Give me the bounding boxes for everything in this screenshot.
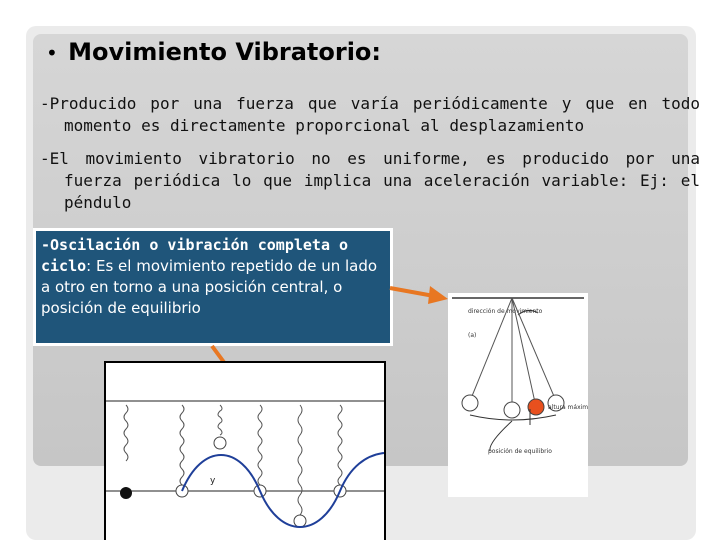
- pendulum-height-label: altura máxima: [548, 404, 588, 411]
- spring-figure: [104, 361, 386, 540]
- pendulum-direction-sub: (a): [468, 332, 477, 339]
- pendulum-direction-label: dirección de movimiento: [468, 308, 543, 315]
- slide-title: [46, 38, 381, 66]
- definition-callout: [33, 228, 393, 346]
- paragraph-1: -Producido por una fuerza que varía periódicamente y que en todo momento es directamente proporcional al desplazamiento: [40, 94, 700, 135]
- spring-y-label: y: [210, 476, 216, 486]
- title-text: Movimiento Vibratorio:: [68, 38, 382, 66]
- title-bullet: •: [46, 41, 58, 65]
- pendulum-figure: [448, 293, 588, 497]
- callout-definition: : Es el movimiento repetido de un lado a otro en torno a una posición central, o posición de equilibrio: [41, 257, 378, 317]
- arrow-right-icon: [388, 282, 450, 308]
- callout-term: -Oscilación o vibración completa o ciclo: [41, 236, 349, 275]
- pendulum-equilibrium-label: posición de equilibrio: [488, 448, 552, 455]
- paragraph-2: -El movimiento vibratorio no es uniforme, es producido por una fuerza periódica lo que implica una aceleración variable: Ej: el péndulo: [40, 149, 700, 212]
